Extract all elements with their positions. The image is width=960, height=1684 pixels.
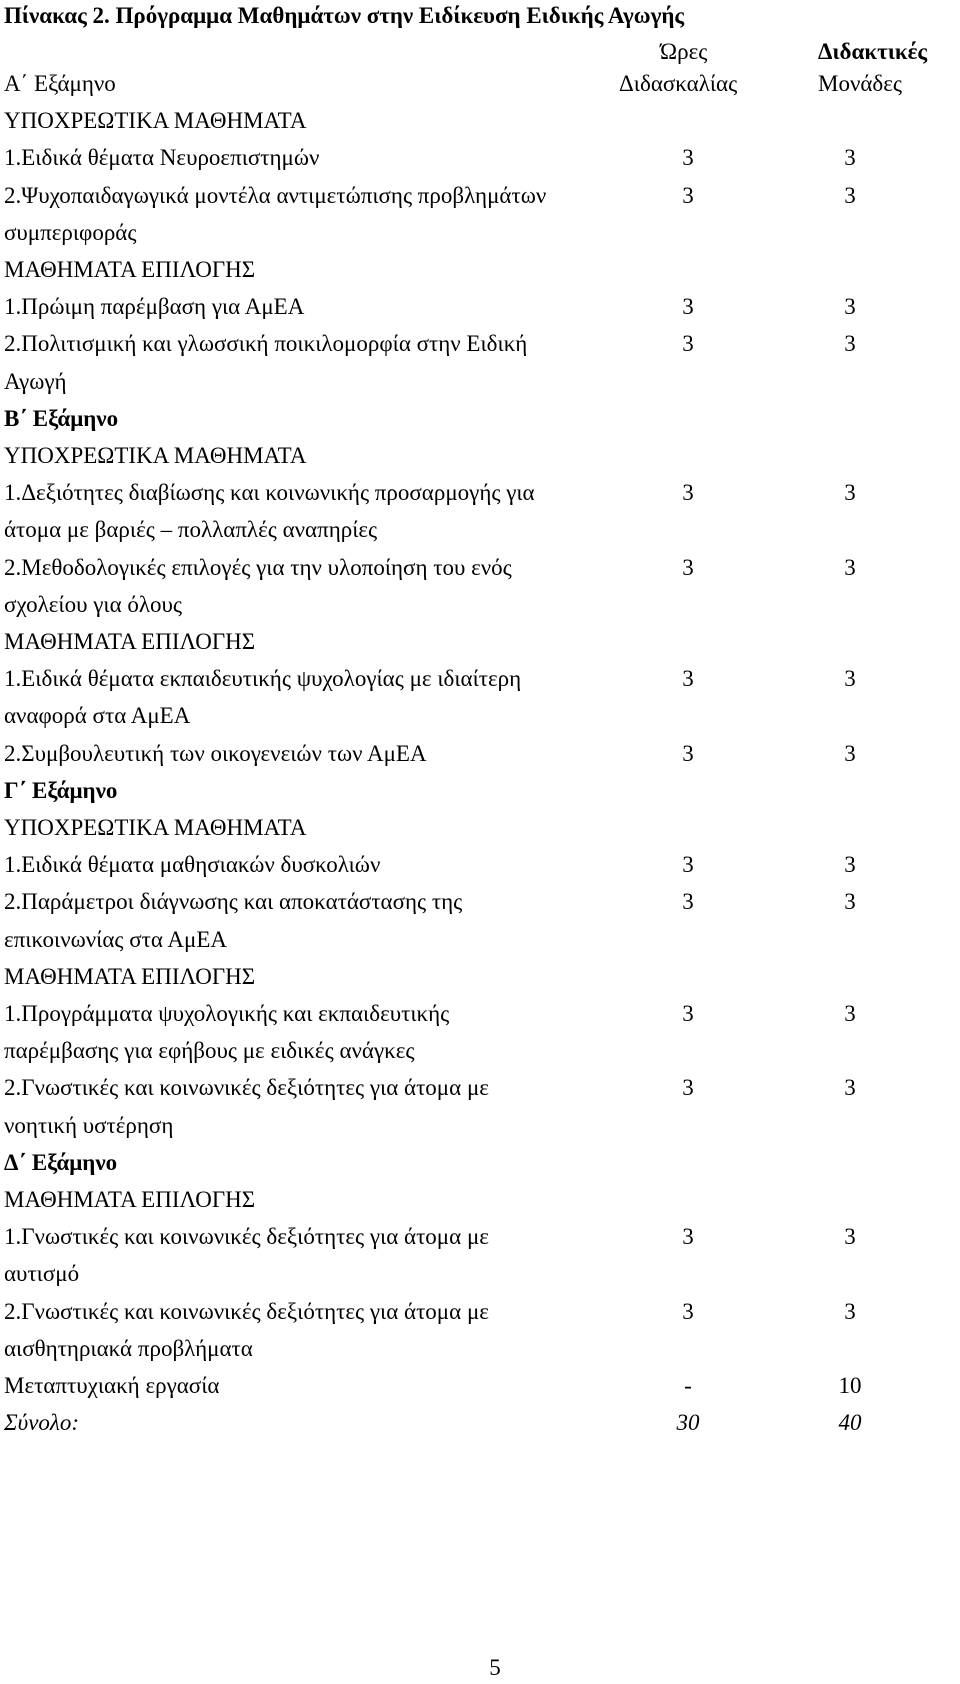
row-label: 1.Γνωστικές και κοινωνικές δεξιότητες για άτομα με <box>4 1224 489 1250</box>
semester-row <box>0 405 960 443</box>
row-units: 3 <box>844 740 856 766</box>
table-row <box>0 1000 960 1038</box>
row-units: 3 <box>844 480 856 506</box>
row-units: 3 <box>844 889 856 915</box>
row-hours: 3 <box>682 852 694 878</box>
row-label: 1.Ειδικά θέματα μαθησιακών δυσκολιών <box>4 852 381 878</box>
row-label: ΜΑΘΗΜΑΤΑ ΕΠΙΛΟΓΗΣ <box>4 1187 256 1212</box>
table-row <box>0 1037 960 1075</box>
row-hours: 3 <box>682 554 694 580</box>
row-hours: 3 <box>682 480 694 506</box>
row-units: 3 <box>844 1224 856 1250</box>
row-label: Γ΄ Εξάμηνο <box>4 777 118 803</box>
table-row <box>0 591 960 629</box>
table-row <box>0 1223 960 1261</box>
row-units: 3 <box>844 666 856 692</box>
table-row <box>0 330 960 368</box>
row-units: 3 <box>844 554 856 580</box>
row-label: ΥΠΟΧΡΕΩΤΙΚΑ ΜΑΘΗΜΑΤΑ <box>4 815 307 840</box>
row-hours: 3 <box>682 889 694 915</box>
row-label: ΥΠΟΧΡΕΩΤΙΚΑ ΜΑΘΗΜΑΤΑ <box>4 108 307 134</box>
row-units: 10 <box>838 1373 862 1398</box>
row-hours: 3 <box>682 1298 694 1324</box>
row-label: παρέμβασης για εφήβους με ειδικές ανάγκες <box>4 1038 415 1064</box>
row-units: 3 <box>844 1298 856 1324</box>
row-hours: 3 <box>682 666 694 692</box>
section-row <box>0 628 960 666</box>
row-label: αναφορά στα ΑμΕΑ <box>4 703 191 729</box>
total-row <box>0 1409 960 1447</box>
row-hours: 3 <box>682 1001 694 1026</box>
row-units: 40 <box>838 1410 862 1436</box>
row-label: 2.Παράμετροι διάγνωσης και αποκατάστασης της <box>4 889 463 915</box>
table-row <box>0 1372 960 1410</box>
table-row <box>0 702 960 740</box>
row-hours: 3 <box>682 740 694 766</box>
section-row <box>0 442 960 480</box>
section-row <box>0 814 960 852</box>
row-label: αυτισμό <box>4 1261 80 1287</box>
units-header-line2: Μονάδες <box>818 71 903 96</box>
row-hours: 3 <box>682 1075 694 1101</box>
row-hours: 3 <box>682 1224 694 1250</box>
row-label: αισθητηριακά προβλήματα <box>4 1335 253 1361</box>
row-hours: 3 <box>682 294 694 320</box>
semester-row <box>0 777 960 815</box>
row-label: 2.Μεθοδολογικές επιλογές για την υλοποίηση του ενός <box>4 554 512 580</box>
table-row <box>0 1298 960 1336</box>
row-label: ΜΑΘΗΜΑΤΑ ΕΠΙΛΟΓΗΣ <box>4 963 256 989</box>
table-row <box>0 926 960 964</box>
row-label: 1.Πρώιμη παρέμβαση για ΑμΕΑ <box>4 294 305 320</box>
row-label: Σύνολο: <box>4 1410 80 1436</box>
row-hours: - <box>684 1373 692 1398</box>
section-row <box>0 107 960 145</box>
units-header-line1: Διδακτικές <box>818 39 928 64</box>
table-title: Πίνακας 2. Πρόγραμμα Μαθημάτων στην Ειδίκευση Ειδικής Αγωγής <box>4 3 685 28</box>
row-units: 3 <box>844 182 856 208</box>
row-label: 1.Ειδικά θέματα εκπαιδευτικής ψυχολογίας με ιδιαίτερη <box>4 666 522 692</box>
row-units: 3 <box>844 331 856 357</box>
table-row <box>0 1260 960 1298</box>
hours-header-line1: Ώρες <box>660 39 708 64</box>
row-label: ΜΑΘΗΜΑΤΑ ΕΠΙΛΟΓΗΣ <box>4 629 256 654</box>
table-row <box>0 293 960 331</box>
row-label: νοητική υστέρηση <box>4 1112 174 1138</box>
row-label: σχολείου για όλους <box>4 591 183 617</box>
table-row <box>0 1074 960 1112</box>
section-row <box>0 256 960 294</box>
row-hours: 30 <box>676 1410 700 1436</box>
row-hours: 3 <box>682 182 694 208</box>
hours-header-line2: Διδασκαλίας <box>619 71 738 96</box>
table-row <box>0 182 960 220</box>
table-row <box>0 368 960 406</box>
page-number: 5 <box>489 1655 501 1680</box>
table-row <box>0 1335 960 1373</box>
semester-row <box>0 70 960 108</box>
row-label: ΥΠΟΧΡΕΩΤΙΚΑ ΜΑΘΗΜΑΤΑ <box>4 443 307 468</box>
row-label: Δ΄ Εξάμηνο <box>4 1149 118 1175</box>
row-label: 2.Ψυχοπαιδαγωγικά μοντέλα αντιμετώπισης προβλημάτων <box>4 182 547 208</box>
table-row <box>0 851 960 889</box>
row-units: 3 <box>844 294 856 320</box>
table-row <box>0 479 960 517</box>
row-label: 1.Προγράμματα ψυχολογικής και εκπαιδευτικής <box>4 1001 450 1026</box>
table-row <box>0 219 960 257</box>
row-label: Α΄ Εξάμηνο <box>4 71 116 96</box>
row-hours: 3 <box>682 145 694 171</box>
table-row <box>0 144 960 182</box>
row-units: 3 <box>844 145 856 171</box>
row-label: 2.Γνωστικές και κοινωνικές δεξιότητες για άτομα με <box>4 1075 489 1101</box>
row-label: 1.Ειδικά θέματα Νευροεπιστημών <box>4 145 320 171</box>
row-label: επικοινωνίας στα ΑμΕΑ <box>4 926 228 952</box>
row-label: Αγωγή <box>4 368 67 394</box>
table-row <box>0 516 960 554</box>
row-label: 1.Δεξιότητες διαβίωσης και κοινωνικής προσαρμογής για <box>4 480 535 506</box>
section-row <box>0 963 960 1001</box>
row-units: 3 <box>844 1075 856 1101</box>
table-row <box>0 888 960 926</box>
row-label: Μεταπτυχιακή εργασία <box>4 1373 220 1398</box>
row-hours: 3 <box>682 331 694 357</box>
row-label: 2.Συμβουλευτική των οικογενειών των ΑμΕΑ <box>4 740 427 766</box>
table-row <box>0 1112 960 1150</box>
row-label: συμπεριφοράς <box>4 219 137 245</box>
row-label: ΜΑΘΗΜΑΤΑ ΕΠΙΛΟΓΗΣ <box>4 257 256 282</box>
row-units: 3 <box>844 1001 856 1026</box>
semester-row <box>0 1149 960 1187</box>
table-row <box>0 740 960 778</box>
row-units: 3 <box>844 852 856 878</box>
table-row <box>0 554 960 592</box>
section-row <box>0 1186 960 1224</box>
table-row <box>0 665 960 703</box>
row-label: άτομα με βαριές – πολλαπλές αναπηρίες <box>4 517 378 543</box>
row-label: 2.Γνωστικές και κοινωνικές δεξιότητες για άτομα με <box>4 1298 489 1324</box>
row-label: 2.Πολιτισμική και γλωσσική ποικιλομορφία στην Ειδική <box>4 331 528 357</box>
row-label: Β΄ Εξάμηνο <box>4 405 119 431</box>
